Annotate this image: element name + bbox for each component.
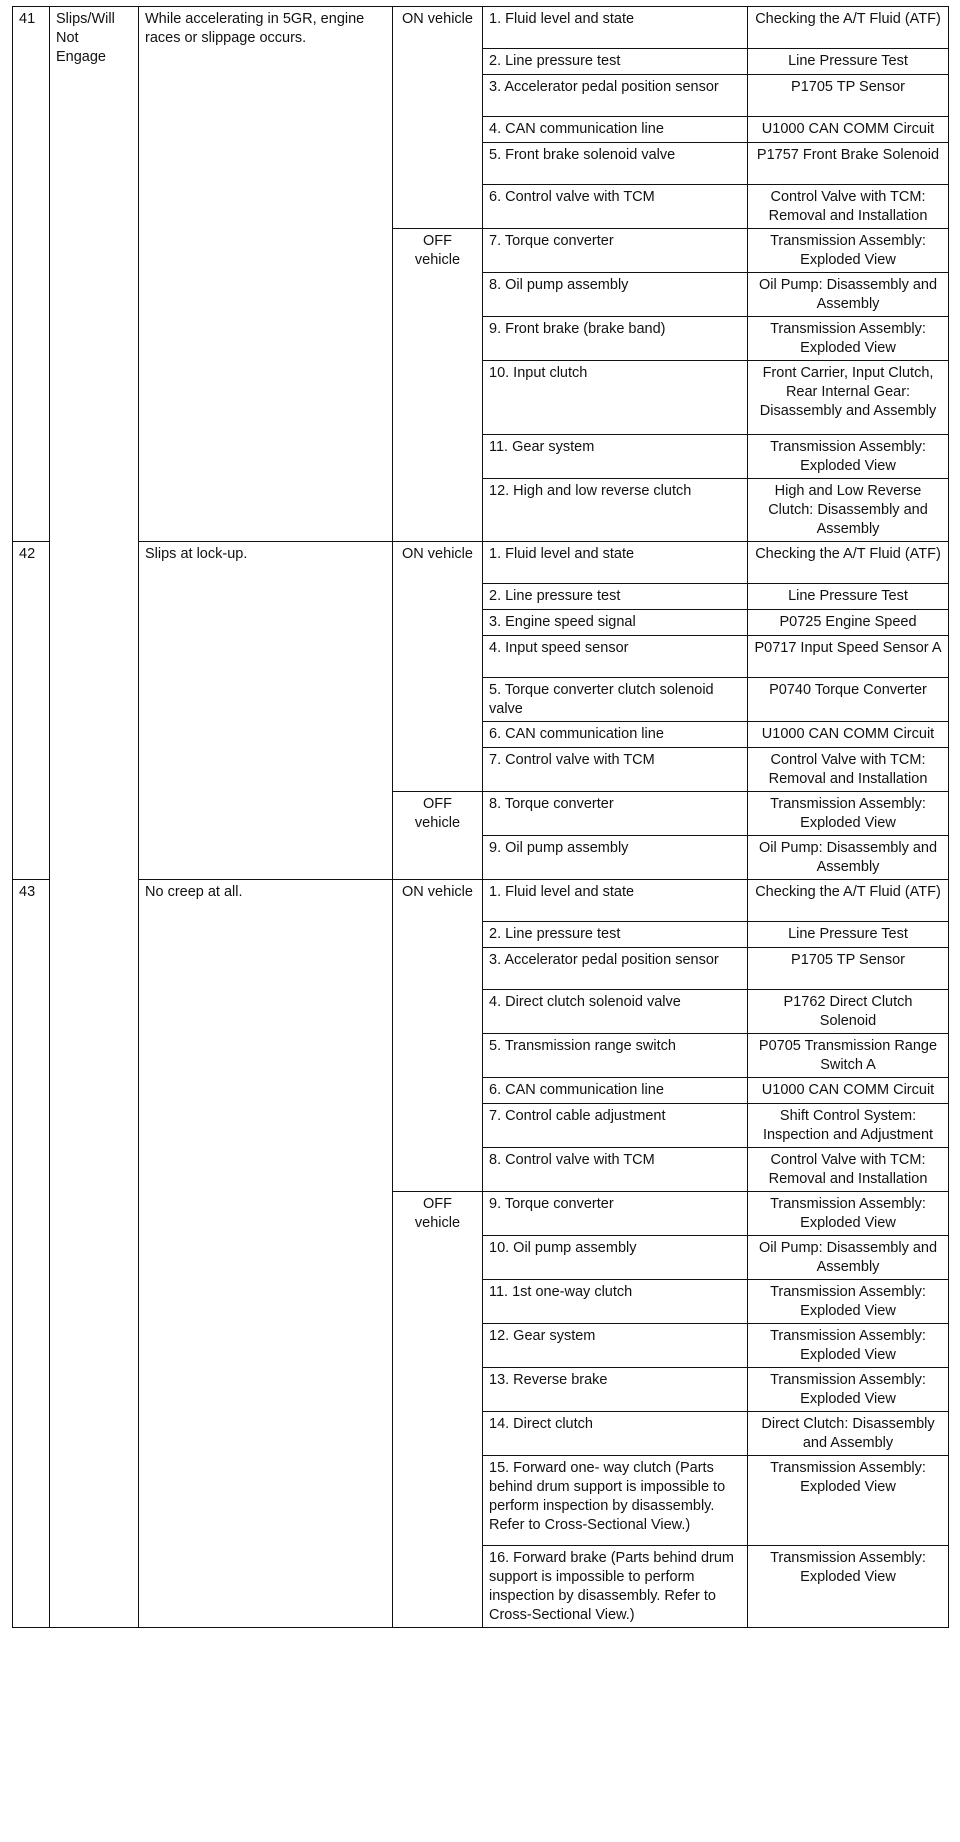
reference-link-cell[interactable]: P0705 Transmission Range Switch A <box>748 1034 949 1078</box>
reference-link-cell[interactable]: U1000 CAN COMM Circuit <box>748 117 949 143</box>
inspection-item-cell: 5. Torque converter clutch solenoid valve <box>483 678 748 722</box>
inspection-item-cell: 10. Oil pump assembly <box>483 1236 748 1280</box>
inspection-item-cell: 1. Fluid level and state <box>483 7 748 49</box>
reference-link-cell[interactable]: P0725 Engine Speed <box>748 610 949 636</box>
description-cell: No creep at all. <box>139 880 393 1628</box>
reference-link-cell[interactable]: Control Valve with TCM: Removal and Installation <box>748 1148 949 1192</box>
troubleshooting-table <box>12 6 949 1628</box>
reference-link-cell[interactable]: Checking the A/T Fluid (ATF) <box>748 542 949 584</box>
inspection-item-cell: 5. Transmission range switch <box>483 1034 748 1078</box>
inspection-item-cell: 15. Forward one- way clutch (Parts behind drum support is impossible to perform inspection by disassembly. Refer to Cross-Sectional View.) <box>483 1456 748 1546</box>
inspection-item-cell: 4. CAN communication line <box>483 117 748 143</box>
inspection-item-cell: 4. Direct clutch solenoid valve <box>483 990 748 1034</box>
condition-cell: OFF vehicle <box>393 792 483 880</box>
inspection-item-cell: 7. Control valve with TCM <box>483 748 748 792</box>
inspection-item-cell: 9. Oil pump assembly <box>483 836 748 880</box>
inspection-item-cell: 11. 1st one-way clutch <box>483 1280 748 1324</box>
inspection-item-cell: 7. Torque converter <box>483 229 748 273</box>
inspection-item-cell: 7. Control cable adjustment <box>483 1104 748 1148</box>
reference-link-cell[interactable]: P0740 Torque Converter <box>748 678 949 722</box>
reference-link-cell[interactable]: Checking the A/T Fluid (ATF) <box>748 7 949 49</box>
inspection-item-cell: 4. Input speed sensor <box>483 636 748 678</box>
inspection-item-cell: 1. Fluid level and state <box>483 542 748 584</box>
condition-cell: OFF vehicle <box>393 1192 483 1628</box>
reference-link-cell[interactable]: Transmission Assembly: Exploded View <box>748 1280 949 1324</box>
reference-link-cell[interactable]: P1705 TP Sensor <box>748 75 949 117</box>
reference-link-cell[interactable]: P0717 Input Speed Sensor A <box>748 636 949 678</box>
inspection-item-cell: 8. Oil pump assembly <box>483 273 748 317</box>
reference-link-cell[interactable]: Transmission Assembly: Exploded View <box>748 1368 949 1412</box>
table-row <box>13 542 949 584</box>
condition-cell: ON vehicle <box>393 542 483 792</box>
reference-link-cell[interactable]: P1757 Front Brake Solenoid <box>748 143 949 185</box>
reference-link-cell[interactable]: Line Pressure Test <box>748 49 949 75</box>
inspection-item-cell: 6. CAN communication line <box>483 1078 748 1104</box>
reference-link-cell[interactable]: Direct Clutch: Disassembly and Assembly <box>748 1412 949 1456</box>
reference-link-cell[interactable]: Oil Pump: Disassembly and Assembly <box>748 836 949 880</box>
inspection-item-cell: 10. Input clutch <box>483 361 748 435</box>
inspection-item-cell: 3. Accelerator pedal position sensor <box>483 948 748 990</box>
inspection-item-cell: 2. Line pressure test <box>483 49 748 75</box>
reference-link-cell[interactable]: Line Pressure Test <box>748 922 949 948</box>
table-row <box>13 7 949 49</box>
condition-cell: ON vehicle <box>393 880 483 1192</box>
reference-link-cell[interactable]: Transmission Assembly: Exploded View <box>748 1192 949 1236</box>
inspection-item-cell: 2. Line pressure test <box>483 922 748 948</box>
inspection-item-cell: 2. Line pressure test <box>483 584 748 610</box>
inspection-item-cell: 12. Gear system <box>483 1324 748 1368</box>
inspection-item-cell: 11. Gear system <box>483 435 748 479</box>
symptom-cell: Slips/Will Not Engage <box>50 7 139 1628</box>
condition-cell: OFF vehicle <box>393 229 483 542</box>
inspection-item-cell: 6. Control valve with TCM <box>483 185 748 229</box>
reference-link-cell[interactable]: Transmission Assembly: Exploded View <box>748 229 949 273</box>
reference-link-cell[interactable]: Shift Control System: Inspection and Adjustment <box>748 1104 949 1148</box>
reference-link-cell[interactable]: Control Valve with TCM: Removal and Installation <box>748 748 949 792</box>
item-number-cell: 41 <box>13 7 50 542</box>
inspection-item-cell: 8. Torque converter <box>483 792 748 836</box>
reference-link-cell[interactable]: Oil Pump: Disassembly and Assembly <box>748 273 949 317</box>
inspection-item-cell: 9. Front brake (brake band) <box>483 317 748 361</box>
inspection-item-cell: 9. Torque converter <box>483 1192 748 1236</box>
table-row <box>13 880 949 922</box>
item-number-cell: 42 <box>13 542 50 880</box>
reference-link-cell[interactable]: Line Pressure Test <box>748 584 949 610</box>
item-number-cell: 43 <box>13 880 50 1628</box>
inspection-item-cell: 13. Reverse brake <box>483 1368 748 1412</box>
reference-link-cell[interactable]: Control Valve with TCM: Removal and Installation <box>748 185 949 229</box>
inspection-item-cell: 1. Fluid level and state <box>483 880 748 922</box>
reference-link-cell[interactable]: Oil Pump: Disassembly and Assembly <box>748 1236 949 1280</box>
reference-link-cell[interactable]: U1000 CAN COMM Circuit <box>748 1078 949 1104</box>
reference-link-cell[interactable]: Checking the A/T Fluid (ATF) <box>748 880 949 922</box>
reference-link-cell[interactable]: U1000 CAN COMM Circuit <box>748 722 949 748</box>
inspection-item-cell: 5. Front brake solenoid valve <box>483 143 748 185</box>
reference-link-cell[interactable]: Transmission Assembly: Exploded View <box>748 1546 949 1628</box>
reference-link-cell[interactable]: Front Carrier, Input Clutch, Rear Internal Gear: Disassembly and Assembly <box>748 361 949 435</box>
reference-link-cell[interactable]: P1762 Direct Clutch Solenoid <box>748 990 949 1034</box>
description-cell: While accelerating in 5GR, engine races or slippage occurs. <box>139 7 393 542</box>
inspection-item-cell: 3. Engine speed signal <box>483 610 748 636</box>
reference-link-cell[interactable]: Transmission Assembly: Exploded View <box>748 317 949 361</box>
inspection-item-cell: 14. Direct clutch <box>483 1412 748 1456</box>
table-body <box>13 7 949 1628</box>
reference-link-cell[interactable]: P1705 TP Sensor <box>748 948 949 990</box>
reference-link-cell[interactable]: Transmission Assembly: Exploded View <box>748 435 949 479</box>
condition-cell: ON vehicle <box>393 7 483 229</box>
description-cell: Slips at lock-up. <box>139 542 393 880</box>
inspection-item-cell: 3. Accelerator pedal position sensor <box>483 75 748 117</box>
inspection-item-cell: 8. Control valve with TCM <box>483 1148 748 1192</box>
reference-link-cell[interactable]: Transmission Assembly: Exploded View <box>748 792 949 836</box>
reference-link-cell[interactable]: High and Low Reverse Clutch: Disassembly and Assembly <box>748 479 949 542</box>
inspection-item-cell: 6. CAN communication line <box>483 722 748 748</box>
reference-link-cell[interactable]: Transmission Assembly: Exploded View <box>748 1324 949 1368</box>
reference-link-cell[interactable]: Transmission Assembly: Exploded View <box>748 1456 949 1546</box>
inspection-item-cell: 12. High and low reverse clutch <box>483 479 748 542</box>
inspection-item-cell: 16. Forward brake (Parts behind drum support is impossible to perform inspection by disassembly. Refer to Cross-Sectional View.) <box>483 1546 748 1628</box>
